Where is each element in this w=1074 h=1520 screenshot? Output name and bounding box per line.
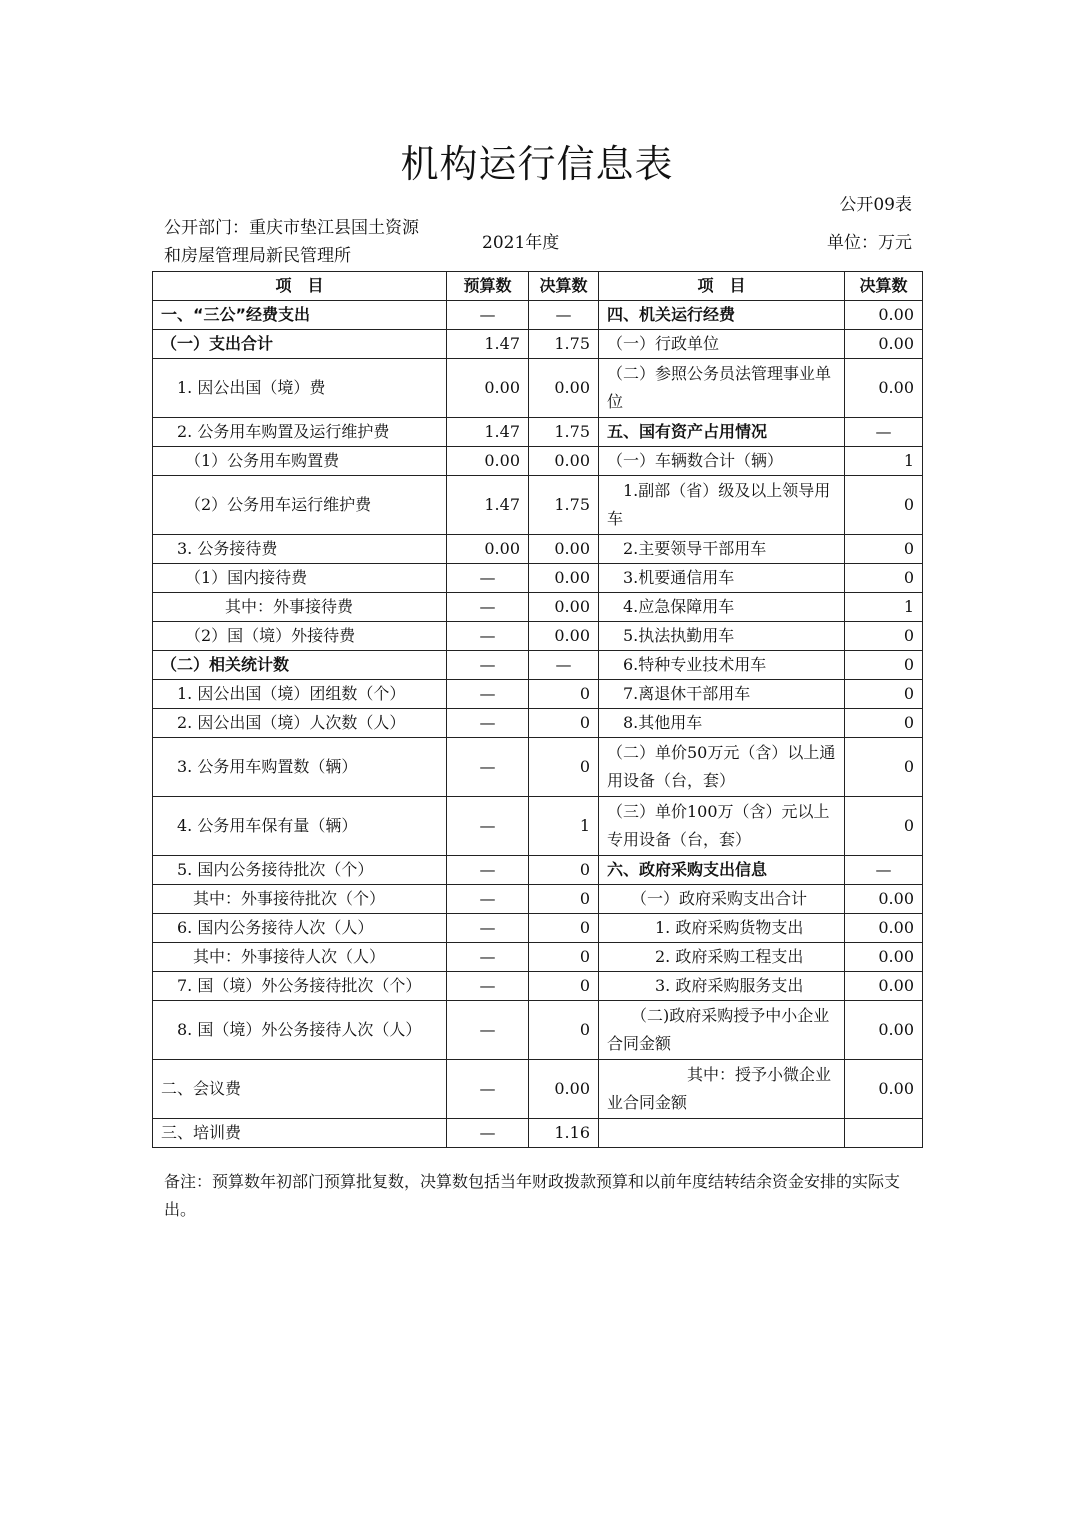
final-cell: 1.75 — [529, 330, 599, 359]
right-final-cell: 0 — [845, 564, 923, 593]
table-row — [153, 476, 923, 535]
form-number: 公开09表 — [839, 195, 912, 215]
table-row — [153, 564, 923, 593]
budget-cell: — — [447, 680, 529, 709]
table-row — [153, 447, 923, 476]
left-item-cell: 3. 公务接待费 — [153, 535, 447, 564]
final-cell: 1.16 — [529, 1119, 599, 1148]
right-final-cell: 0 — [845, 797, 923, 856]
right-item-cell: （一）车辆数合计（辆） — [599, 447, 845, 476]
right-item-cell: 其中：授予小微企业业合同金额 — [599, 1060, 845, 1119]
right-item-cell: 3. 政府采购服务支出 — [599, 972, 845, 1001]
table-header-row — [153, 272, 923, 301]
right-final-cell: 0.00 — [845, 330, 923, 359]
fiscal-year: 2021年度 — [482, 233, 560, 253]
final-cell: 0 — [529, 856, 599, 885]
right-item-cell: 8.其他用车 — [599, 709, 845, 738]
right-final-cell: 0 — [845, 738, 923, 797]
budget-cell: 1.47 — [447, 330, 529, 359]
left-item-cell: 1. 因公出国（境）团组数（个） — [153, 680, 447, 709]
right-final-cell: 0.00 — [845, 301, 923, 330]
budget-cell: — — [447, 651, 529, 680]
left-item-cell: 二、会议费 — [153, 1060, 447, 1119]
budget-cell: — — [447, 709, 529, 738]
final-cell: 1 — [529, 797, 599, 856]
left-item-cell: 3. 公务用车购置数（辆） — [153, 738, 447, 797]
final-cell: 0.00 — [529, 359, 599, 418]
right-item-cell: （二）单价50万元（含）以上通用设备（台，套） — [599, 738, 845, 797]
budget-cell: — — [447, 1119, 529, 1148]
table-body — [153, 301, 923, 1148]
right-item-cell: 4.应急保障用车 — [599, 593, 845, 622]
final-cell: 0 — [529, 709, 599, 738]
right-item-cell: 2.主要领导干部用车 — [599, 535, 845, 564]
right-final-cell: 1 — [845, 593, 923, 622]
budget-cell: — — [447, 301, 529, 330]
right-item-cell: 1.副部（省）级及以上领导用车 — [599, 476, 845, 535]
right-final-cell: 0.00 — [845, 885, 923, 914]
final-cell: — — [529, 301, 599, 330]
right-item-cell: 1. 政府采购货物支出 — [599, 914, 845, 943]
final-cell: 0 — [529, 914, 599, 943]
right-item-cell: 5.执法执勤用车 — [599, 622, 845, 651]
budget-cell: 0.00 — [447, 359, 529, 418]
left-item-cell: （1）国内接待费 — [153, 564, 447, 593]
right-final-cell: — — [845, 418, 923, 447]
info-table — [152, 271, 923, 1148]
budget-cell: — — [447, 914, 529, 943]
final-cell: 0.00 — [529, 535, 599, 564]
final-cell: 0.00 — [529, 564, 599, 593]
left-item-cell: 2. 公务用车购置及运行维护费 — [153, 418, 447, 447]
final-cell: 0 — [529, 738, 599, 797]
budget-cell: 1.47 — [447, 476, 529, 535]
footnote: 备注：预算数年初部门预算批复数，决算数包括当年财政拨款预算和以前年度结转结余资金安排的实际支出。 — [164, 1172, 901, 1219]
table-row — [153, 738, 923, 797]
table-row — [153, 972, 923, 1001]
left-item-cell: 6. 国内公务接待人次（人） — [153, 914, 447, 943]
budget-cell: — — [447, 622, 529, 651]
right-item-cell: 四、机关运行经费 — [599, 301, 845, 330]
table-row — [153, 593, 923, 622]
budget-cell: 0.00 — [447, 535, 529, 564]
table-row — [153, 1060, 923, 1119]
right-item-cell: 6.特种专业技术用车 — [599, 651, 845, 680]
right-item-cell: （二)政府采购授予中小企业合同金额 — [599, 1001, 845, 1060]
right-final-cell: 0 — [845, 709, 923, 738]
table-row — [153, 622, 923, 651]
header-final: 决算数 — [529, 272, 599, 301]
final-cell: — — [529, 651, 599, 680]
right-final-cell: 0 — [845, 622, 923, 651]
budget-cell: — — [447, 943, 529, 972]
final-cell: 0 — [529, 943, 599, 972]
right-final-cell: — — [845, 856, 923, 885]
final-cell: 0 — [529, 972, 599, 1001]
right-final-cell: 0 — [845, 651, 923, 680]
final-cell: 0 — [529, 1001, 599, 1060]
right-item-cell: 2. 政府采购工程支出 — [599, 943, 845, 972]
left-item-cell: 其中：外事接待费 — [153, 593, 447, 622]
table-row — [153, 301, 923, 330]
final-cell: 1.75 — [529, 418, 599, 447]
budget-cell: 1.47 — [447, 418, 529, 447]
table-row — [153, 680, 923, 709]
final-cell: 0 — [529, 885, 599, 914]
left-item-cell: （二）相关统计数 — [153, 651, 447, 680]
right-final-cell: 1 — [845, 447, 923, 476]
left-item-cell: 三、培训费 — [153, 1119, 447, 1148]
table-row — [153, 1001, 923, 1060]
header-right-item: 项 目 — [599, 272, 845, 301]
budget-cell: — — [447, 1001, 529, 1060]
right-final-cell: 0.00 — [845, 1001, 923, 1060]
final-cell: 1.75 — [529, 476, 599, 535]
table-row — [153, 914, 923, 943]
header-budget: 预算数 — [447, 272, 529, 301]
left-item-cell: 7. 国（境）外公务接待批次（个） — [153, 972, 447, 1001]
left-item-cell: 1. 因公出国（境）费 — [153, 359, 447, 418]
header-right-final: 决算数 — [845, 272, 923, 301]
right-final-cell: 0 — [845, 680, 923, 709]
right-item-cell: 五、国有资产占用情况 — [599, 418, 845, 447]
table-row — [153, 709, 923, 738]
left-item-cell: 2. 因公出国（境）人次数（人） — [153, 709, 447, 738]
table-row — [153, 797, 923, 856]
right-final-cell: 0 — [845, 535, 923, 564]
left-item-cell: 一、“三公”经费支出 — [153, 301, 447, 330]
right-item-cell: 六、政府采购支出信息 — [599, 856, 845, 885]
budget-cell: — — [447, 593, 529, 622]
left-item-cell: 5. 国内公务接待批次（个） — [153, 856, 447, 885]
right-final-cell: 0 — [845, 476, 923, 535]
right-item-cell: 7.离退休干部用车 — [599, 680, 845, 709]
table-row — [153, 330, 923, 359]
final-cell: 0.00 — [529, 447, 599, 476]
left-item-cell: （1）公务用车购置费 — [153, 447, 447, 476]
table-row — [153, 885, 923, 914]
right-item-cell: 3.机要通信用车 — [599, 564, 845, 593]
right-item-cell: （三）单价100万（含）元以上专用设备（台，套） — [599, 797, 845, 856]
right-final-cell: 0.00 — [845, 914, 923, 943]
left-item-cell: 4. 公务用车保有量（辆） — [153, 797, 447, 856]
left-item-cell: 其中：外事接待人次（人） — [153, 943, 447, 972]
right-item-cell — [599, 1119, 845, 1148]
left-item-cell: （2）国（境）外接待费 — [153, 622, 447, 651]
right-final-cell — [845, 1119, 923, 1148]
right-item-cell: （一）政府采购支出合计 — [599, 885, 845, 914]
budget-cell: — — [447, 972, 529, 1001]
final-cell: 0.00 — [529, 593, 599, 622]
final-cell: 0.00 — [529, 1060, 599, 1119]
table-row — [153, 943, 923, 972]
left-item-cell: 8. 国（境）外公务接待人次（人） — [153, 1001, 447, 1060]
right-item-cell: （二）参照公务员法管理事业单位 — [599, 359, 845, 418]
table-row — [153, 856, 923, 885]
table-row — [153, 651, 923, 680]
budget-cell: — — [447, 738, 529, 797]
budget-cell: — — [447, 1060, 529, 1119]
header-left-item: 项 目 — [153, 272, 447, 301]
right-final-cell: 0.00 — [845, 359, 923, 418]
final-cell: 0.00 — [529, 622, 599, 651]
page-title: 机构运行信息表 — [400, 142, 674, 186]
budget-cell: — — [447, 885, 529, 914]
final-cell: 0 — [529, 680, 599, 709]
right-item-cell: （一）行政单位 — [599, 330, 845, 359]
right-final-cell: 0.00 — [845, 943, 923, 972]
budget-cell: 0.00 — [447, 447, 529, 476]
left-item-cell: 其中：外事接待批次（个） — [153, 885, 447, 914]
table-row — [153, 418, 923, 447]
budget-cell: — — [447, 856, 529, 885]
left-item-cell: （一）支出合计 — [153, 330, 447, 359]
right-final-cell: 0.00 — [845, 972, 923, 1001]
unit-label: 单位：万元 — [827, 233, 912, 253]
table-row — [153, 535, 923, 564]
table-row — [153, 359, 923, 418]
table-row — [153, 1119, 923, 1148]
left-item-cell: （2）公务用车运行维护费 — [153, 476, 447, 535]
budget-cell: — — [447, 564, 529, 593]
department-label: 公开部门：重庆市垫江县国土资源和房屋管理局新民管理所 — [164, 218, 419, 266]
right-final-cell: 0.00 — [845, 1060, 923, 1119]
budget-cell: — — [447, 797, 529, 856]
